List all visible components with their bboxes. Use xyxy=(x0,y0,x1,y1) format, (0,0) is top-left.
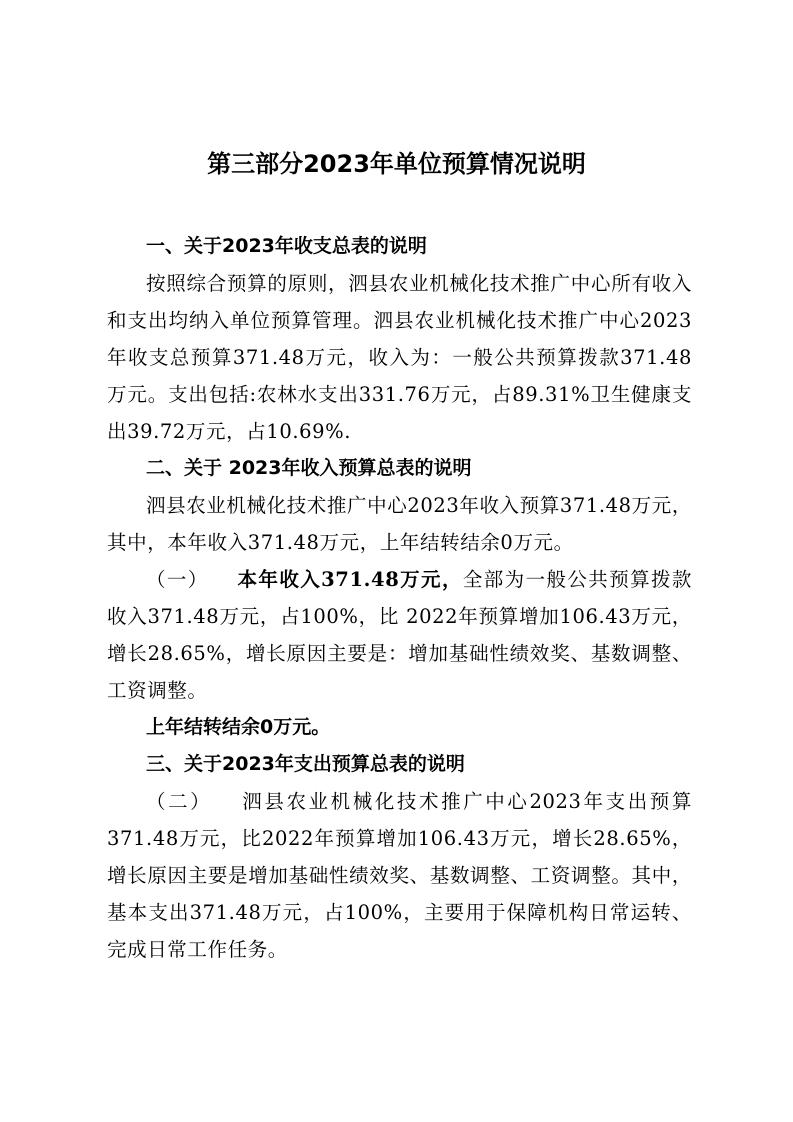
section-2-paragraph: 泗县农业机械化技术推广中心2023年收入预算371.48万元，其中，本年收入371.48万元，上年结转结余0万元。 xyxy=(107,494,692,554)
section-2-heading: 二、关于 2023年收入预算总表的说明 xyxy=(146,457,472,479)
section-3-item-2 xyxy=(107,783,692,968)
section-3-heading: 三、关于2023年支出预算总表的说明 xyxy=(146,753,465,775)
item-1-bold-lead: 本年收入371.48万元， xyxy=(236,568,463,591)
section-2-item-1 xyxy=(107,561,692,709)
document-body xyxy=(107,228,692,968)
carryover-line: 上年结转结余0万元。 xyxy=(146,716,331,738)
item-1-prefix: （一） xyxy=(146,568,209,591)
document-title: 第三部分2023年单位预算情况说明 xyxy=(207,150,586,178)
section-1-heading: 一、关于2023年收支总表的说明 xyxy=(146,235,427,257)
item-1-text: 全部为一般公共预算拨款收入371.48万元，占100%，比 2022年预算增加106.43万元，增长28.65%，增长原因主要是：增加基础性绩效奖、基数调整、工资调整。 xyxy=(107,568,692,702)
section-1-paragraph: 按照综合预算的原则，泗县农业机械化技术推广中心所有收入和支出均纳入单位预算管理。泗县农业机械化技术推广中心2023年收支总预算371.48万元，收入为：一般公共预算拨款371.48万元。支出包括:农林水支出331.76万元，占89.31%卫生健康支出39.72万元，占10.69%. xyxy=(107,272,692,443)
item-2-prefix: （二） xyxy=(146,790,213,813)
item-2-text: 泗县农业机械化技术推广中心2023年支出预算371.48万元，比2022年预算增加106.43万元，增长28.65%，增长原因主要是增加基础性绩效奖、基数调整、工资调整。其中，基本支出371.48万元，占100%，主要用于保障机构日常运转、完成日常工作任务。 xyxy=(107,790,692,961)
